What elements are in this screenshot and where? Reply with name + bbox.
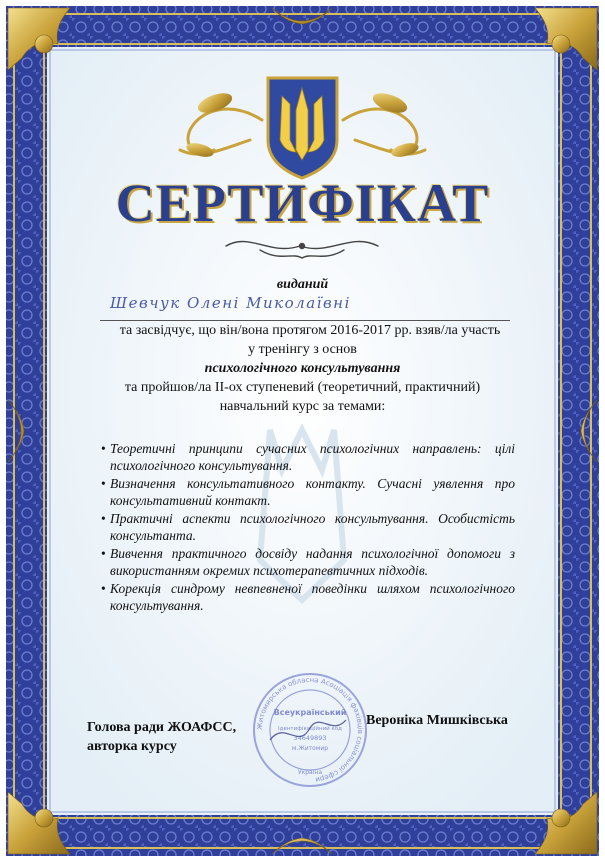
certificate-title: СЕРТИФІКАТ (115, 173, 490, 233)
recipient-name: Шевчук Олені Миколаївні (110, 294, 351, 312)
body-line-topics-intro: навчальний курс за темами: (219, 399, 386, 414)
list-item: • Практичні аспекти психологічного консультування. Особистість консультанта. (110, 510, 515, 544)
issued-label: виданий (276, 277, 329, 292)
stamp-country: Україна (297, 769, 323, 776)
stamp-center-title: Всеукраїнський (273, 708, 347, 717)
list-item: • Корекція синдрому невпевненої поведінки шляхом психологічного консультування. (110, 580, 515, 614)
stamp-city: м.Житомир (291, 745, 329, 752)
list-item: • Теоретичні принципи сучасних психологічних направлень: цілі психологічного консультування. (110, 440, 515, 474)
body-line-course-type: та пройшов/ла ІІ-ох ступеневий (теоретичний, практичний) (124, 380, 481, 395)
signatory-role: Голова ради ЖОАФСС, (87, 720, 237, 735)
stamp-ring-text: Житомирська обласна Асоціація фахівців соціальної сфери (255, 675, 365, 784)
body-line-subject: психологічного консультування (204, 361, 401, 376)
body-line-training: у тренінгу з основ (248, 342, 357, 357)
list-item: • Визначення консультативного контакту. Сучасні уявлення про консультативний контакт. (110, 475, 515, 509)
stamp-code: 34649893 (293, 734, 327, 742)
signatory-name: Вероніка Мишківська (366, 713, 508, 728)
body-line-participation: та засвідчує, що він/вона протягом 2016-2017 рр. взяв/ла участь (119, 323, 501, 338)
topics-list (110, 440, 515, 615)
signatory-title (87, 718, 236, 756)
trident-emblem (268, 78, 337, 178)
stamp-code-label: Ідентифікаційний код (278, 726, 342, 732)
official-stamp (250, 670, 370, 790)
signatory-role-2: авторка курсу (87, 739, 177, 754)
list-item: • Вивчення практичного досвіду надання психологічної допомоги з використанням окремих психотерапевтичних підходів. (110, 545, 515, 579)
